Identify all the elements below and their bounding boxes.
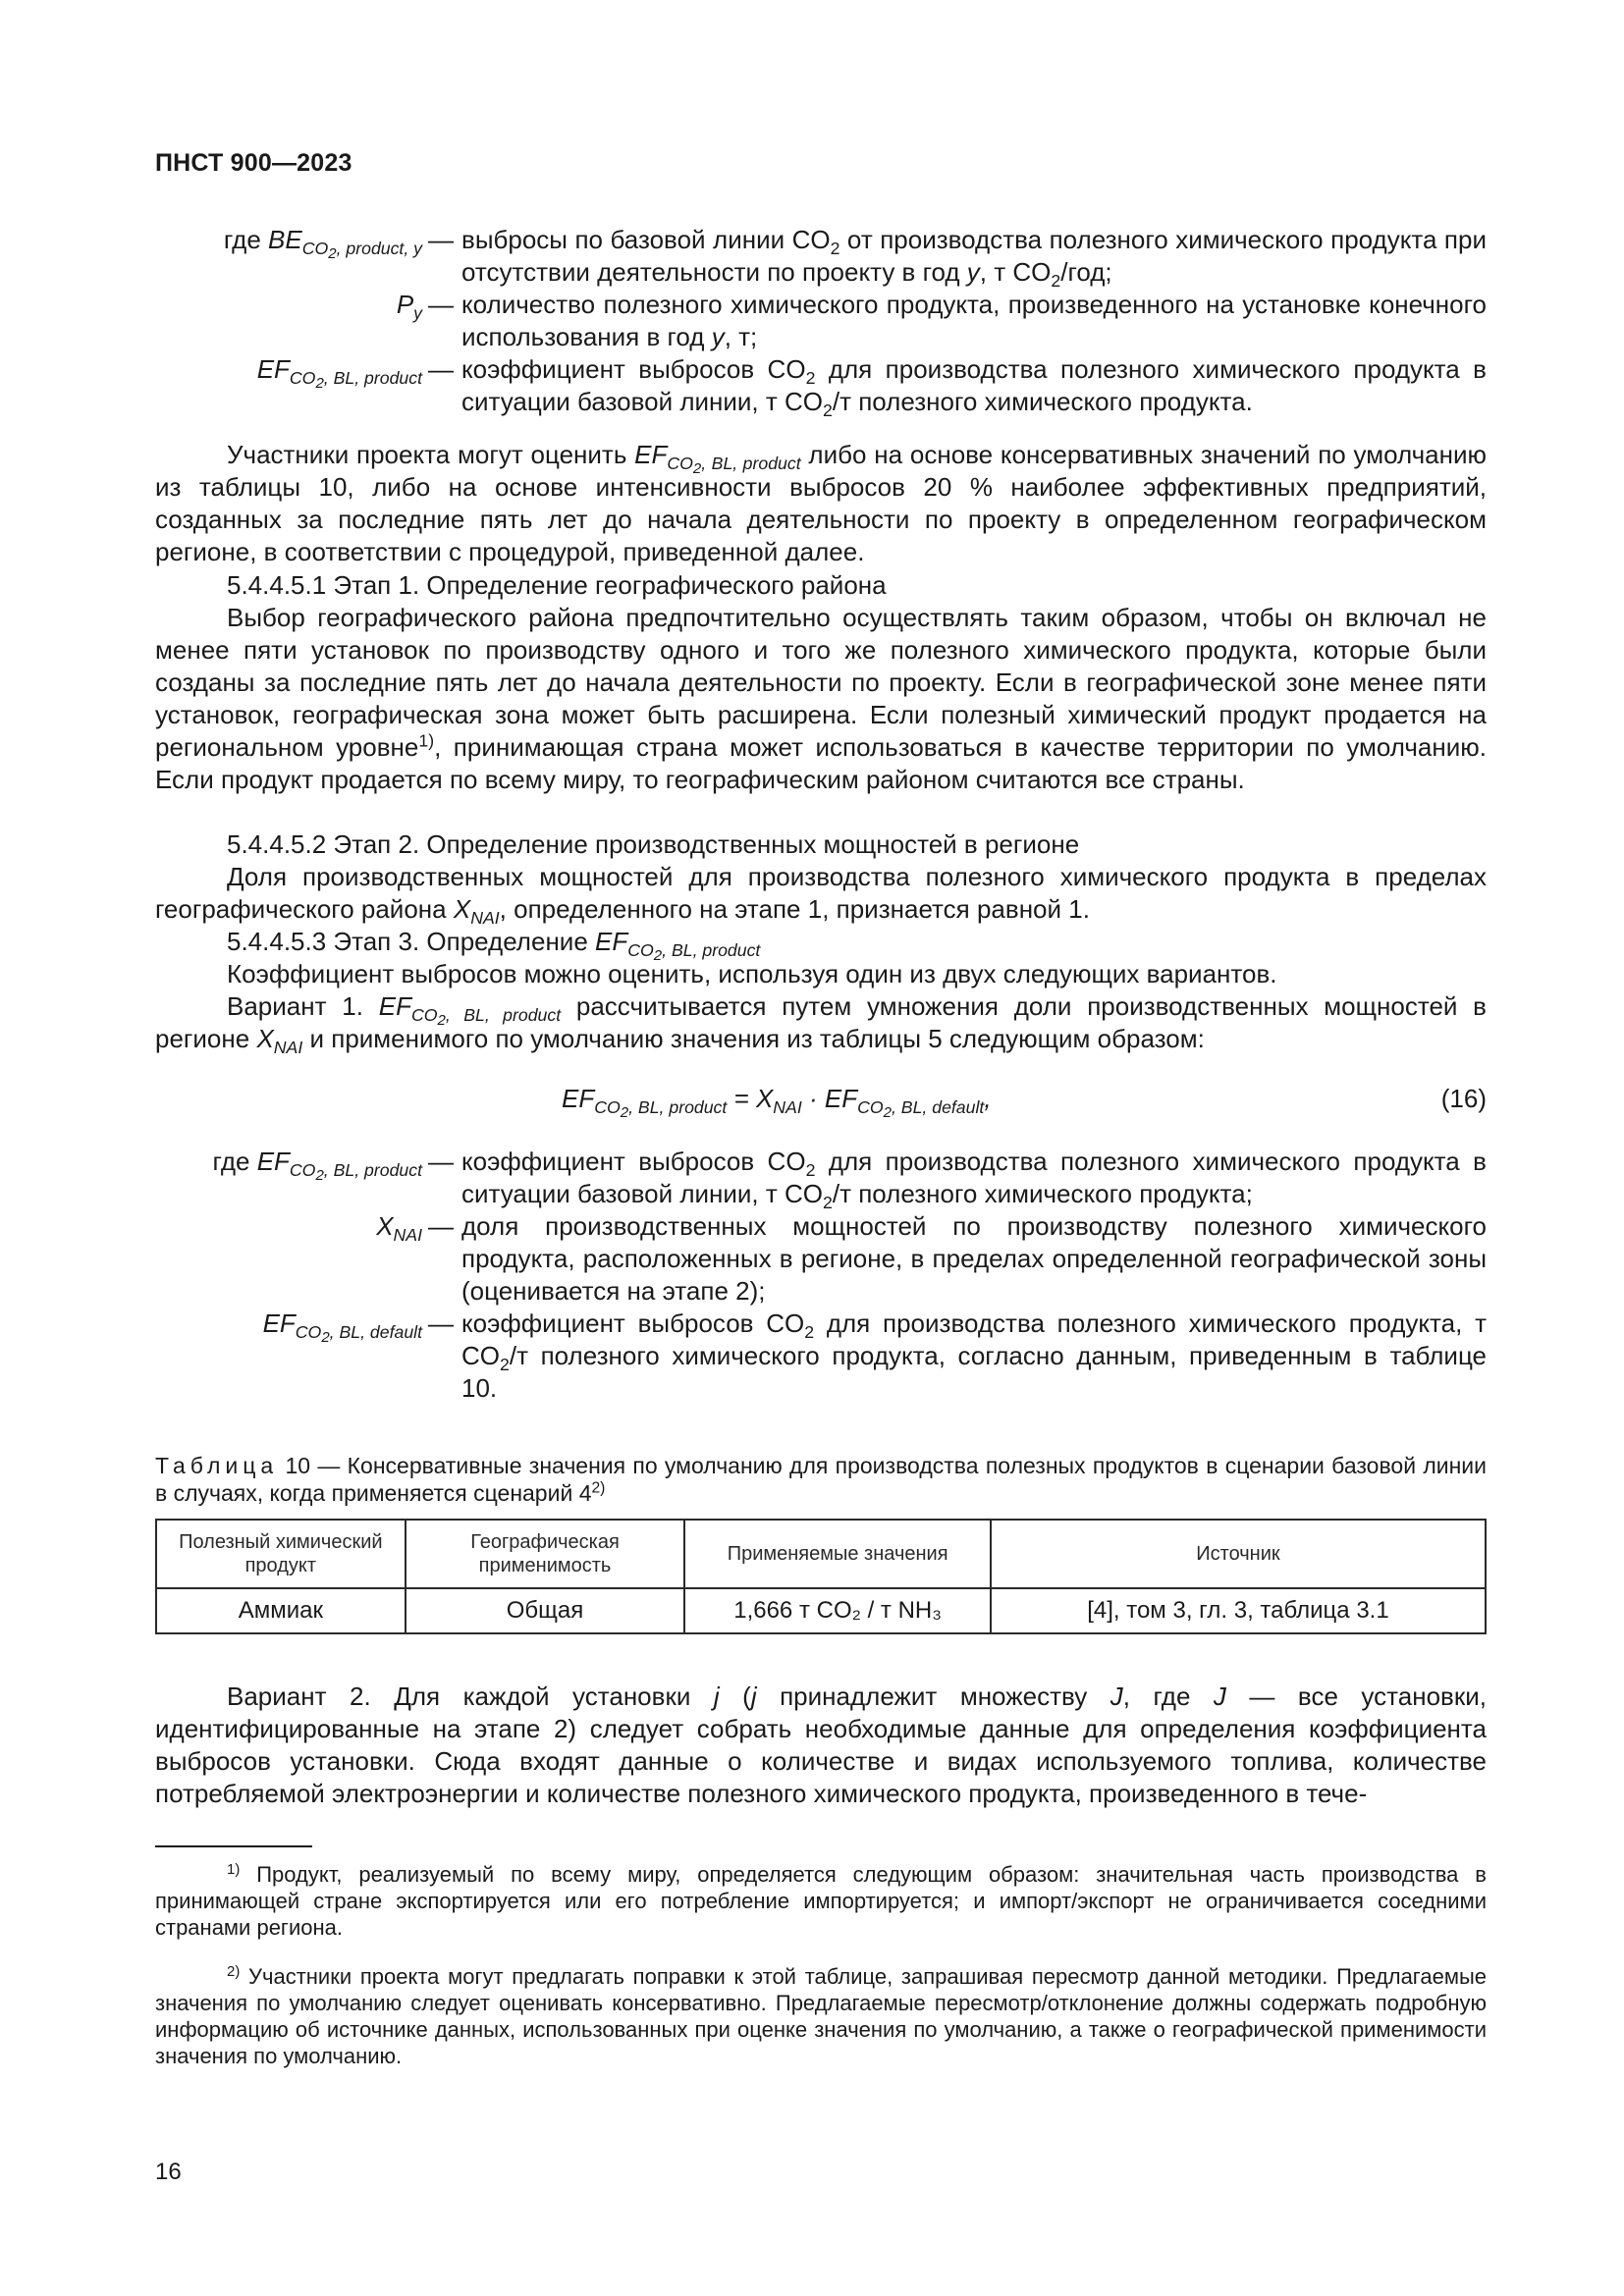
table-cell-product: Аммиак <box>156 1588 406 1633</box>
table-row <box>156 1588 1486 1633</box>
table-cell-source: [4], том 3, гл. 3, таблица 3.1 <box>991 1588 1486 1633</box>
footnote-1: $^{1)}$ Продукт, реализуемый по всему миру, определяется следующим образом: значительная часть производства в принимающей стране экспортируется или его потребление импортируется; и импорт/экспорт не ограничивается соседними странами региона. <box>155 1860 1487 1940</box>
table-cell-value: 1,666 т CO₂ / т NH₃ <box>684 1588 991 1633</box>
paragraph-options: Коэффициент выбросов можно оценить, используя один из двух следующих вариантов. <box>227 959 1277 988</box>
definitions-block-2 <box>155 1146 1487 1405</box>
definition-be: где $BE_{CO_2, product, y}$ — выбросы по базовой линии $CO_2$ от производства полезного химического продукта при отсутствии деятельности по проекту в год y, т $CO_2$/год; <box>223 225 1487 292</box>
step-3-heading: 5.4.4.5.3 Этап 3. Определение $EF_{CO_2, BL, product}$ <box>227 927 761 964</box>
definition-text: количество полезного химического продукта, произведенного на установке конечного использования в год y, т; <box>461 290 1487 351</box>
table-header-cell: Источник <box>991 1520 1486 1588</box>
paragraph-variant-1: Вариант 1. $EF_{CO_2, BL, product}$ рассчитывается путем умножения доли производственных мощностей в регионе $X_{NAI}$ и применимого по умолчанию значения из таблицы 5 следующим образом: <box>155 991 1487 1058</box>
document-header: ПНСТ 900—2023 <box>155 149 352 177</box>
definition-ef-bl-product: где $EF_{CO_2, BL, product}$ — коэффициент выбросов $CO_2$ для производства полезного химического продукта в ситуации базовой линии, т $CO_2/т$ полезного химического продукта; <box>212 1147 1487 1213</box>
definition-text: коэффициент выбросов $CO_2$ для производства полезного химического продукта в ситуации базовой линии, т $CO_2/т$ полезного химического продукта; <box>461 1147 1487 1213</box>
table-10-caption: Таблица 10 — Консервативные значения по умолчанию для производства полезных продуктов в сценарии базовой линии в случаях, когда применяется сценарий 4$^{2)}$ <box>155 1453 1488 1506</box>
formula-number: (16) <box>1440 1084 1487 1113</box>
definition-text: выбросы по базовой линии $CO_2$ от производства полезного химического продукта при отсутствии деятельности по проекту в год y, т $CO_2$/год; <box>461 225 1487 292</box>
table-header-cell: Географическая применимость <box>406 1520 685 1588</box>
definition-text: доля производственных мощностей по производству полезного химического продукта, расположенных в регионе, в пределах определенной географической зоны (оценивается на этапе 2); <box>461 1211 1487 1306</box>
table-cell-applicability: Общая <box>406 1588 685 1633</box>
formula-expression: $EF_{CO_2, BL, product} = X_{NAI} \cdot EF_{CO_2, BL, default}$, <box>562 1084 992 1121</box>
table-header-row <box>156 1520 1486 1588</box>
table-header-cell: Полезный химический продукт <box>156 1520 406 1588</box>
footnote-divider <box>155 1845 312 1847</box>
definition-text: коэффициент выбросов $CO_2$ для производства полезного химического продукта в ситуации базовой линии, т $CO_2/т$ полезного химического продукта. <box>461 354 1487 421</box>
paragraph-variant-2: Вариант 2. Для каждой установки j (j принадлежит множеству J, где J — все установки, идентифицированные на этапе 2) следует собрать необходимые данные для определения коэффициента выбросов установки. Сюда входят данные о количестве и видах используемого топлива, количестве потребляемой электроэнергии и количестве полезного химического продукта, произведенного в тече- <box>155 1682 1487 1808</box>
definition-ef-bl-default: $EF_{CO_2, BL, default}$ — коэффициент выбросов $CO_2$ для производства полезного химического продукта, т $CO_2/т$ полезного химического продукта, согласно данным, приведенным в таблице 10. <box>262 1308 1487 1403</box>
step-2-heading: 5.4.4.5.2 Этап 2. Определение производственных мощностей в регионе <box>227 829 1080 859</box>
step-1-heading: 5.4.4.5.1 Этап 1. Определение географического района <box>227 570 887 600</box>
paragraph-geographic-region: Выбор географического района предпочтительно осуществлять таким образом, чтобы он включал не менее пяти установок по производству одного и того же полезного химического продукта, которые были созданы за последние пять лет до начала деятельности по проекту. Если в географической зоне менее пяти установок, географическая зона может быть расширена. Если полезный химический продукт продается на региональном уровне$^{1)}$, принимающая страна может использоваться в качестве территории по умолчанию. Если продукт продается по всему миру, то географическим районом считаются все страны. <box>155 603 1487 794</box>
definition-xnai: $X_{NAI}$ — доля производственных мощностей по производству полезного химического продукта, расположенных в регионе, в пределах определенной географической зоны (оценивается на этапе 2); <box>376 1211 1487 1306</box>
footnote-ref-2[interactable]: 2) <box>591 1479 606 1497</box>
definition-py: $P_y$ — количество полезного химического продукта, произведенного на установке конечного использования в год y, т; <box>396 290 1487 351</box>
paragraph-capacity-share: Доля производственных мощностей для производства полезного химического продукта в пределах географического района $X_{NAI}$, определенного на этапе 1, признается равной 1. <box>155 862 1487 929</box>
definition-text: коэффициент выбросов $CO_2$ для производства полезного химического продукта, т $CO_2/т$ полезного химического продукта, согласно данным, приведенным в таблице 10. <box>461 1308 1487 1403</box>
where-label: где <box>223 225 261 254</box>
definition-ef-bl-product: $EF_{CO_2, BL, product}$ — коэффициент выбросов $CO_2$ для производства полезного химического продукта в ситуации базовой линии, т $CO_2/т$ полезного химического продукта. <box>256 354 1487 421</box>
footnote-ref-1[interactable]: 1) <box>418 730 435 751</box>
footnote-2: $^{2)}$ Участники проекта могут предлагать поправки к этой таблице, запрашивая пересмотр данной методики. Предлагаемые значения по умолчанию следует оценивать консервативно. Предлагаемые пересмотр/отклонение должны содержать подробную информацию об источнике данных, использованных при оценке значения по умолчанию, а также о географической применимости значения по умолчанию. <box>155 1962 1487 2068</box>
paragraph-participants: Участники проекта могут оценить $EF_{CO_2, BL, product}$ либо на основе консервативных значений по умолчанию из таблицы 10, либо на основе интенсивности выбросов 20 % наиболее эффективных предприятий, созданных за последние пять лет до начала деятельности по проекту в определенном географическом регионе, в соответствии с процедурой, приведенной далее. <box>155 440 1487 566</box>
table-header-cell: Применяемые значения <box>684 1520 991 1588</box>
table-10 <box>155 1519 1487 1634</box>
page-number: 16 <box>155 2159 182 2185</box>
definitions-block-1 <box>155 224 1487 421</box>
